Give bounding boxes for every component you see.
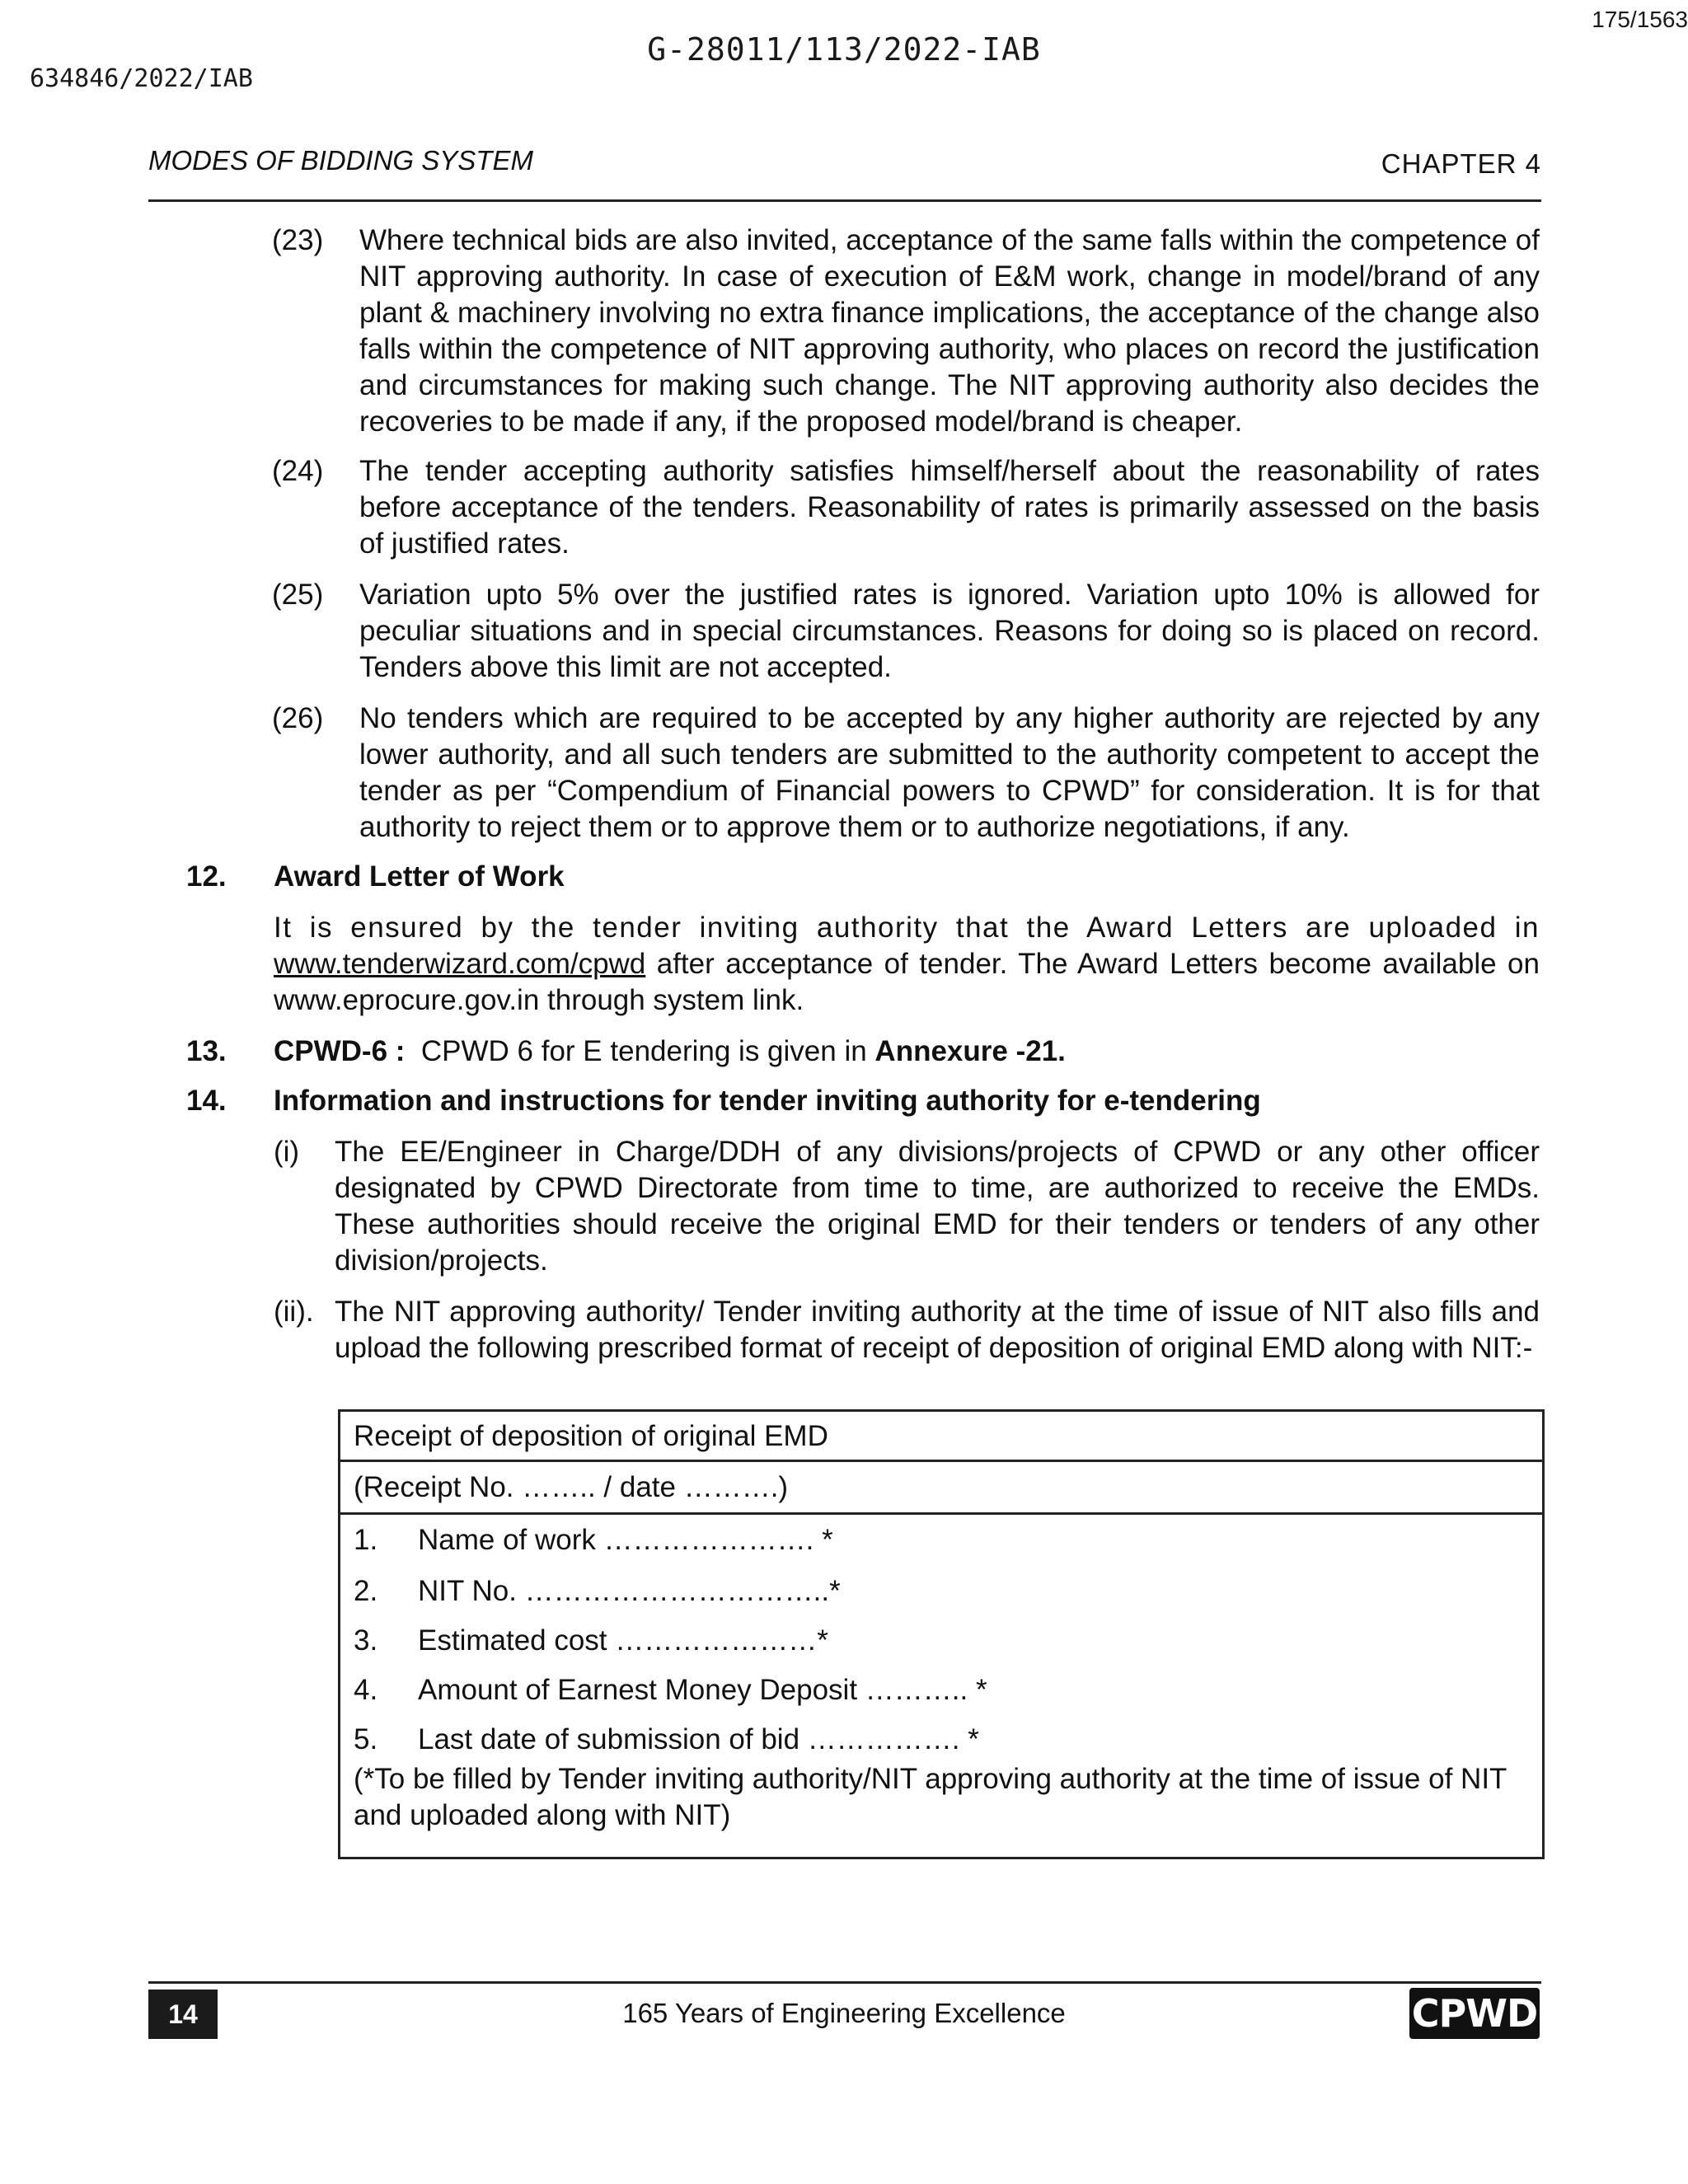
- field-label: Amount of Earnest Money Deposit ……….. *: [418, 1674, 987, 1706]
- item-number: (26): [272, 702, 324, 734]
- section-title: MODES OF BIDDING SYSTEM: [148, 145, 533, 176]
- item-text: Where technical bids are also invited, acceptance of the same falls within the competence of NIT approving authority. In case of execution of E&M work, change in model/brand of any plant & machinery involving no extra finance implications, the acceptance of the change also falls within the competence of NIT approving authority, who places on record the justification and circumstances for making such change. The NIT approving authority also decides the recoveries to be made if any, if the proposed model/brand is cheaper.: [359, 224, 1540, 438]
- body-text: CPWD 6 for E tendering is given in: [420, 1035, 867, 1067]
- field-label: Last date of submission of bid ……………. *: [418, 1723, 979, 1755]
- annexure-ref: Annexure -21.: [874, 1035, 1066, 1067]
- section-number: 12.: [186, 860, 227, 893]
- field-number: 5.: [354, 1723, 378, 1755]
- sub-item-number: (i): [274, 1136, 300, 1168]
- footer-divider: [148, 1981, 1541, 1984]
- file-number: G-28011/113/2022-IAB: [647, 31, 1041, 68]
- field-number: 4.: [354, 1674, 378, 1706]
- section-number: 14.: [186, 1085, 227, 1117]
- emd-receipt-form: [338, 1409, 1545, 1859]
- field-number: 3.: [354, 1624, 378, 1657]
- sub-item-number: (ii).: [274, 1296, 314, 1328]
- section-heading: Information and instructions for tender inviting authority for e-tendering: [274, 1085, 1261, 1117]
- section-line: [274, 1033, 1066, 1070]
- page-counter: 175/1563: [1592, 7, 1688, 32]
- section-body: [274, 910, 1540, 1019]
- item-number: (25): [272, 579, 324, 611]
- section-number: 13.: [186, 1035, 227, 1067]
- field-label: Name of work …………………. *: [418, 1524, 833, 1556]
- item-number: (24): [272, 455, 324, 487]
- form-note: (*To be filled by Tender inviting authority/NIT approving authority at the time of issue of NIT and uploaded along with NIT): [354, 1763, 1507, 1831]
- footer-tagline: 165 Years of Engineering Excellence: [622, 1998, 1066, 2028]
- field-label: NIT No. …………………………..*: [418, 1575, 841, 1607]
- sub-item-text: The NIT approving authority/ Tender inviting authority at the time of issue of NIT also fills and upload the following prescribed format of receipt of deposition of original EMD along with NIT:-: [335, 1296, 1540, 1364]
- page-number: 14: [148, 1990, 218, 2039]
- running-header: [148, 145, 1541, 202]
- body-text: after acceptance of tender. The Award Letters become available on www.eprocure.gov.in through system link.: [274, 948, 1540, 1016]
- cpwd-logo: CPWD: [1409, 1988, 1540, 2039]
- receipt-line: (Receipt No. …….. / date ……….): [354, 1471, 789, 1503]
- section-heading: Award Letter of Work: [274, 860, 565, 893]
- item-text: The tender accepting authority satisfies himself/herself about the reasonability of rates before acceptance of the tenders. Reasonability of rates is primarily assessed on the basis of justified rates.: [359, 455, 1540, 560]
- form-title: Receipt of deposition of original EMD: [354, 1420, 828, 1452]
- field-number: 1.: [354, 1524, 378, 1556]
- form-title-row: [340, 1412, 1542, 1462]
- tenderwizard-link[interactable]: www.tenderwizard.com/cpwd: [274, 948, 646, 980]
- field-label: Estimated cost …………………*: [418, 1624, 828, 1657]
- item-text: Variation upto 5% over the justified rates is ignored. Variation upto 10% is allowed for peculiar situations and in special circumstances. Reasons for doing so is placed on record. Tenders above this limit are not accepted.: [359, 579, 1540, 683]
- body-text: It is ensured by the tender inviting authority that the Award Letters are uploaded in: [274, 912, 1540, 944]
- chapter-label: CHAPTER 4: [1381, 148, 1541, 179]
- field-number: 2.: [354, 1575, 378, 1607]
- sub-item-text: The EE/Engineer in Charge/DDH of any divisions/projects of CPWD or any other officer designated by CPWD Directorate from time to time, are authorized to receive the EMDs. These authorities should receive the original EMD for their tenders or tenders of any other division/projects.: [335, 1136, 1540, 1277]
- item-number: (23): [272, 224, 324, 256]
- form-receipt-row: [340, 1461, 1542, 1515]
- section-label: CPWD-6 :: [274, 1035, 406, 1067]
- item-text: No tenders which are required to be accepted by any higher authority are rejected by any lower authority, and all such tenders are submitted to the authority competent to accept the tender as per “Compendium of Financial powers to CPWD” for consideration. It is for that authority to reject them or to approve them or to authorize negotiations, if any.: [359, 702, 1540, 843]
- document-number: 634846/2022/IAB: [30, 64, 253, 93]
